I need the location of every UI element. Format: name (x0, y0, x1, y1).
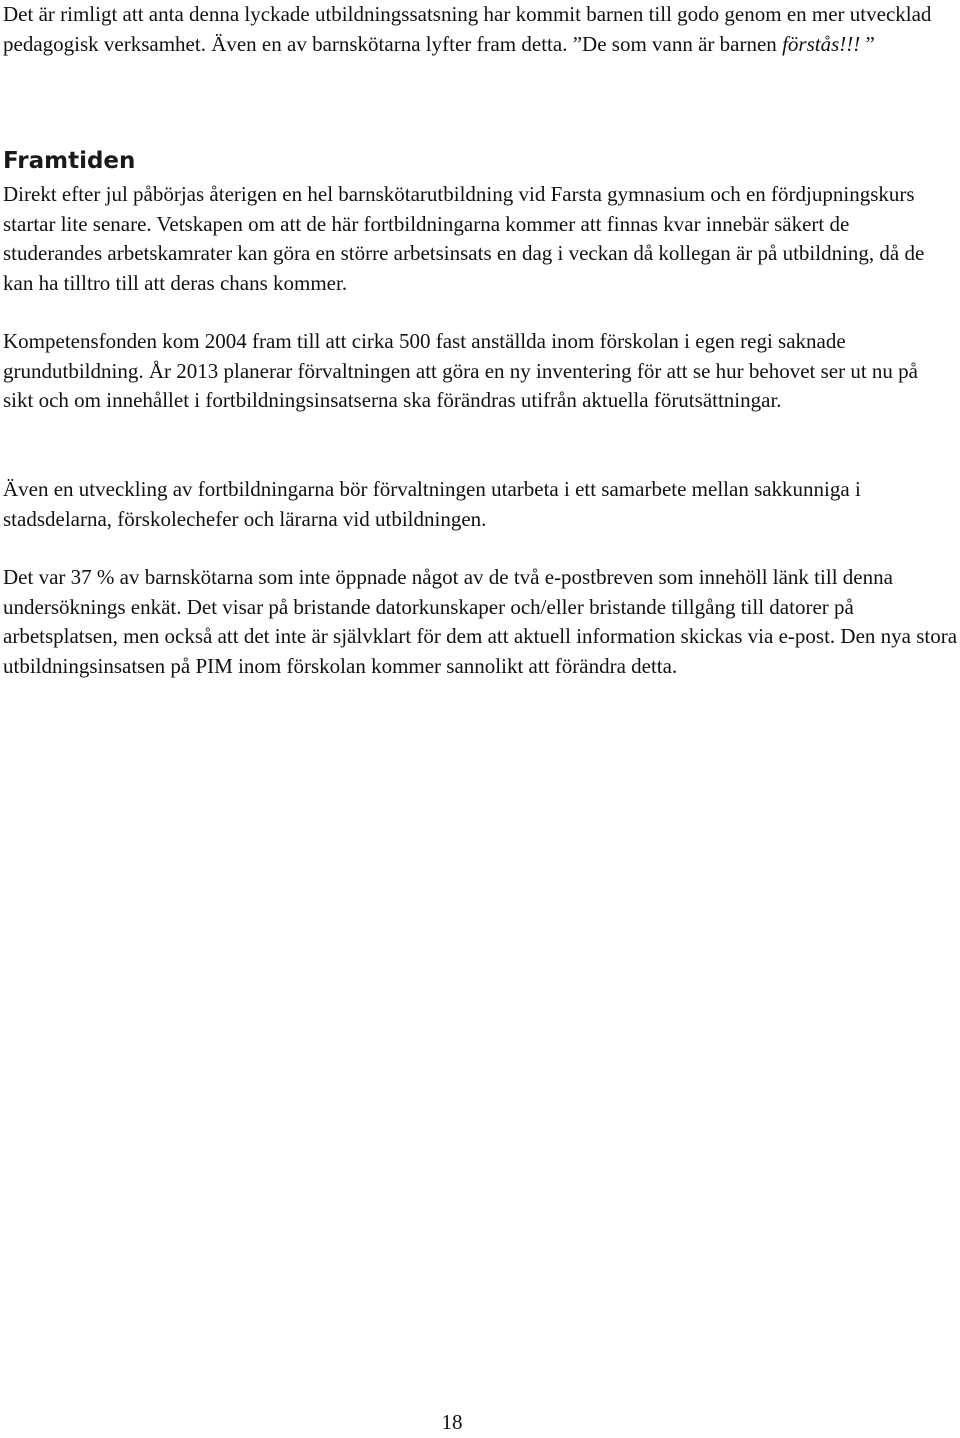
page-number: 18 (441, 1410, 463, 1434)
paragraph-1-text: Det är rimligt att anta denna lyckade utbildningssatsning har kommit barnen till godo genom en mer utvecklad pedagogisk verksamhet. Även en av barnskötarna lyfter fram detta. (3, 2, 932, 56)
paragraph-e-postbrev: Det var 37 % av barnskötarna som inte öppnade något av de två e-postbreven som innehöll länk till denna undersöknings enkät. Det visar på bristande datorkunskaper och/eller bristande tillgång till datorer på arbetsplatsen, men också att det inte är självklart för dem att aktuell information skickas via e-post. Den nya stora utbildningsinsatsen på PIM inom förskolan kommer sannolikt att förändra detta. (3, 565, 958, 678)
quote-open: ” (572, 31, 583, 56)
paragraph-kompetensfonden: Kompetensfonden kom 2004 fram till att cirka 500 fast anställda inom förskolan i egen regi saknade grundutbildning. År 2013 planerar förvaltningen att göra en ny inventering för att se hur behovet ser ut nu på sikt och om innehållet i fortbildningsinsatserna ska förändras utifrån aktuella förutsättningar. (3, 329, 918, 413)
paragraph-barnskotarutbildning: Direkt efter jul påbörjas återigen en hel barnskötarutbildning vid Farsta gymnasium och en fördjupningskurs startar lite senare. Vetskapen om att de här fortbildningarna kommer att finnas kvar innebär säkert de studerandes arbetskamrater kan göra en större arbetsinsats en dag i veckan då kollegan är på utbildning, då de kan ha tilltro till att deras chans kommer. (3, 182, 925, 295)
paragraph-utveckling: Även en utveckling av fortbildningarna bör förvaltningen utarbeta i ett samarbete mellan sakkunniga i stadsdelarna, förskolechefer och lärarna vid utbildningen. (3, 477, 861, 531)
section-heading-framtiden: Framtiden (3, 148, 136, 174)
quote-close: ” (860, 31, 875, 56)
quote-text: De som vann är barnen (582, 31, 783, 56)
quote-emphasis: förstås!!! (782, 31, 861, 56)
paragraph-utbildningssatsning (3, 0, 943, 59)
